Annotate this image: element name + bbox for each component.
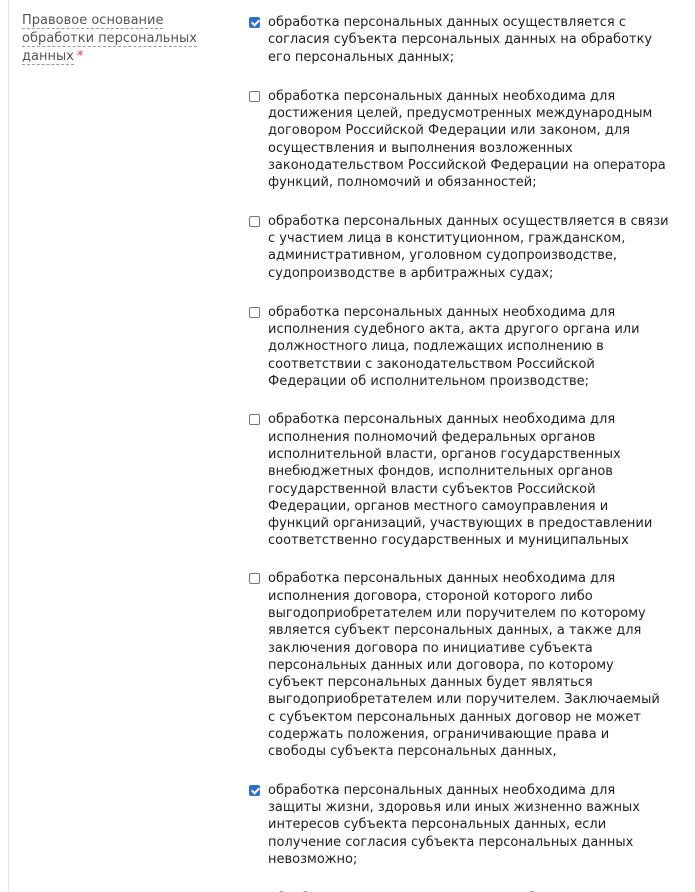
option-text: обработка персональных данных необходима для защиты жизни, здоровья или иных жизненно важных интересов субъекта персональных данных, если получение согласия субъекта персональных данных невозможно; (268, 782, 640, 867)
legal-basis-option[interactable] (249, 213, 669, 282)
checkbox[interactable] (249, 17, 260, 28)
checkbox[interactable] (249, 785, 260, 796)
checkbox[interactable] (249, 307, 260, 318)
checkbox[interactable] (249, 414, 260, 425)
option-text: обработка персональных данных осуществляется в связи с участием лица в конституционном, гражданском, административном, уголовном судопроизводстве, судопроизводстве в арбитражных судах; (268, 213, 669, 281)
legal-basis-option[interactable] (249, 411, 669, 549)
legal-basis-option[interactable] (249, 570, 669, 760)
legal-basis-option[interactable] (249, 14, 669, 66)
legal-basis-option[interactable] (249, 88, 669, 192)
option-text: обработка персональных данных необходима для достижения целей, предусмотренных международным договором Российской Федерации или законом, для осуществления и выполнения возложенных законодательством Российской Федерации на оператора функций, полномочий и обязанностей; (268, 88, 666, 191)
legal-basis-label-text: Правовое основание обработки персональных данных (22, 13, 197, 64)
option-text: обработка персональных данных необходима для исполнения договора, стороной которого либо выгодоприобретателем или поручителем по которому является субъект персональных данных, а также для заключения договора по инициативе субъекта персональных данных или договора, по которому субъект персональных данных будет являться выгодоприобретателем или поручителем. Заключаемый с субъектом персональных данных договор не может содержать положения, ограничивающие права и свободы субъекта персональных данных, (268, 571, 660, 760)
option-text: обработка персональных данных необходима для исполнения судебного акта, акта другого органа или должностного лица, подлежащих исполнению в соответствии с законодательством Российской Федерации об исполнительном производстве; (268, 304, 640, 390)
legal-basis-checkbox-group (249, 14, 669, 892)
option-text: обработка персональных данных осуществляется с согласия субъекта персональных данных на обработку его персональных данных; (268, 15, 653, 65)
legal-basis-field-label (22, 12, 222, 66)
checkbox[interactable] (249, 216, 260, 227)
checkbox[interactable] (249, 573, 260, 584)
legal-basis-option[interactable] (249, 782, 669, 868)
checkbox[interactable] (249, 91, 260, 102)
option-text: обработка персональных данных необходима для исполнения полномочий федеральных органов исполнительной власти, органов государственных внебюджетных фондов, исполнительных органов государственной власти субъектов Российской Федерации, органов местного самоуправления и функций организаций, участвующих в предоставлении соответственно государственных и муниципальных (268, 412, 653, 549)
form-left-border (8, 0, 9, 892)
required-asterisk: * (76, 49, 84, 64)
legal-basis-option[interactable] (249, 304, 669, 390)
